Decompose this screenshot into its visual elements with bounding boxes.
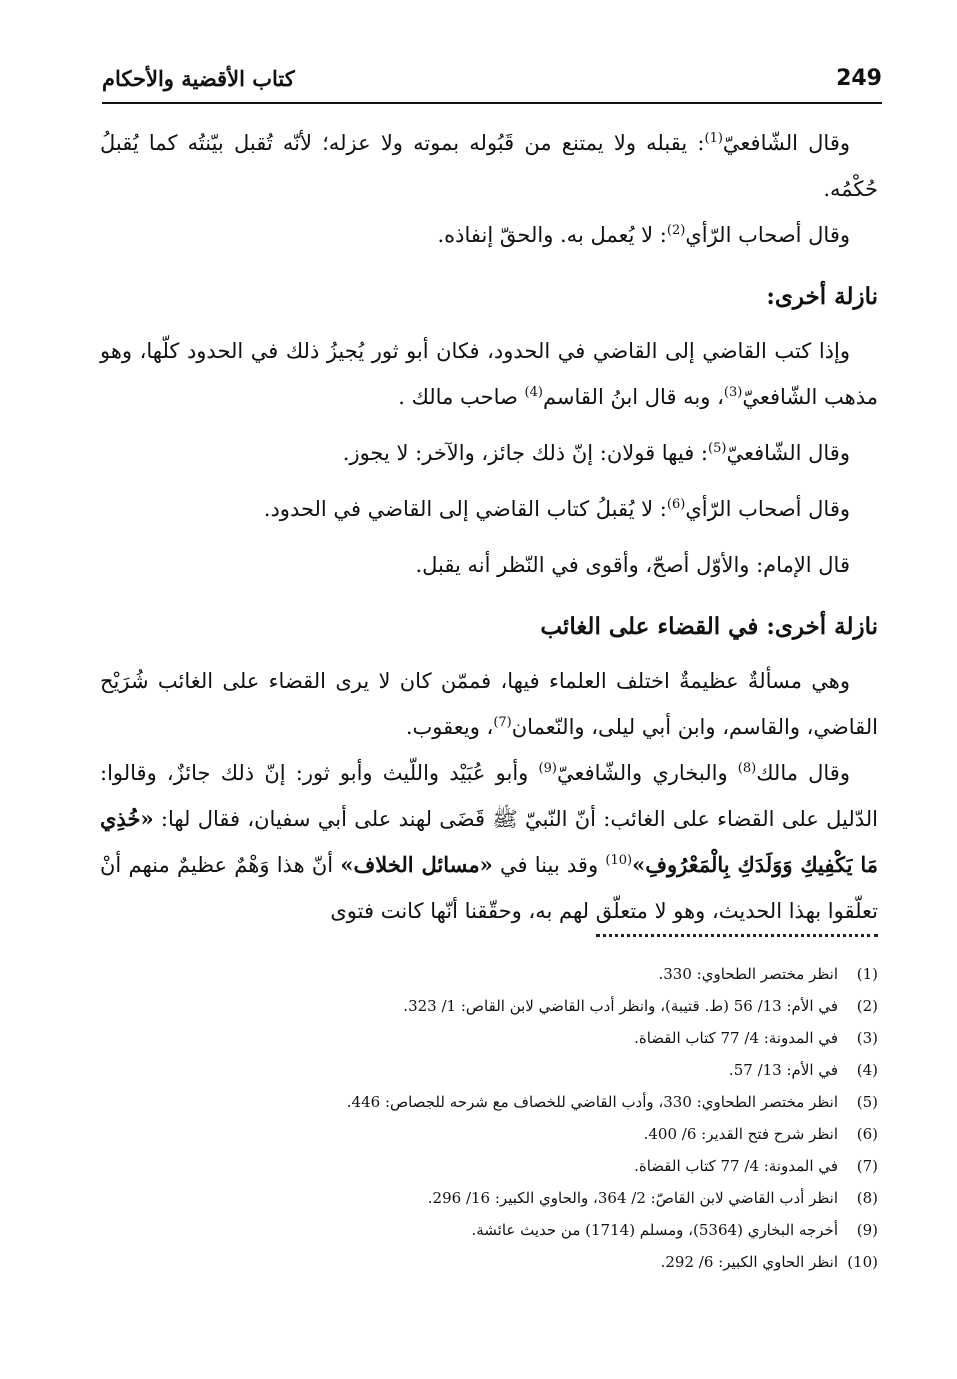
paragraph: وقال مالك$^{(8)}$ والبخاري والشّافعيّ$^{(9)}$ وأبو عُبَيْد واللّيث وأبو ثور: إنّ ذلك جائزٌ، وقالوا: الدّليل على القضاء على الغائب: أنّ النّبيّ ﷺ قَضَى لهند على أبي سفيان، فقال لها: «خُذِي مَا يَكْفِيكِ وَوَلَدَكِ بِالْمَعْرُوفِ»$^{(10)}$ وقد بينا في «مسائل الخلاف» أنّ هذا وَهْمٌ عظيمٌ منهم أنْ تعلّقوا بهذا الحديث، وهو لا متعلّق لهم به، وحقّقنا أنّها كانت فتوى <box>100 761 878 923</box>
footnote-text: انظر الحاوي الكبير: 6/ 292. <box>660 1253 838 1271</box>
section-heading: نازلة أخرى: <box>766 283 878 310</box>
footnote-text: انظر شرح فتح القدير: 6/ 400. <box>643 1125 838 1143</box>
footnote-text: انظر مختصر الطحاوي: 330، وأدب القاضي للخصاف مع شرحه للجصاص: 446. <box>346 1093 838 1111</box>
page-number: 249 <box>836 66 882 91</box>
footnote-separator <box>596 934 878 937</box>
paragraph: وقال أصحاب الرّأي$^{(6)}$: لا يُقبلُ كتاب القاضي إلى القاضي في الحدود. <box>263 497 850 521</box>
footnote-item <box>100 1214 878 1246</box>
book-title: «مسائل الخلاف» <box>340 852 493 877</box>
paragraph: وقال أصحاب الرّأي$^{(2)}$: لا يُعمل به. والحقّ إنفاذه. <box>437 223 850 247</box>
footnote-text: أخرجه البخاري (5364)، ومسلم (1714) من حديث عائشة. <box>471 1221 838 1239</box>
footnote-number: (3) <box>856 1029 878 1047</box>
footnote-ref[interactable]: (2) <box>666 223 686 238</box>
footnote-number: (7) <box>856 1157 878 1175</box>
footnote-ref[interactable]: (6) <box>666 497 686 512</box>
footnote-number: (5) <box>856 1093 878 1111</box>
footnote-item <box>100 1086 878 1118</box>
footnote-item <box>100 1150 878 1182</box>
footnote-number: (1) <box>856 965 878 983</box>
footnote-item <box>100 1022 878 1054</box>
footnote-ref[interactable]: (7) <box>493 715 512 730</box>
footnote-text: في المدونة: 4/ 77 كتاب القضاة. <box>634 1157 838 1175</box>
footnote-number: (4) <box>856 1061 878 1079</box>
footnote-text: انظر أدب القاضي لابن القاصّ: 2/ 364، والحاوي الكبير: 16/ 296. <box>427 1189 838 1207</box>
footnotes <box>100 958 878 1278</box>
footnote-item <box>100 990 878 1022</box>
footnote-text: في المدونة: 4/ 77 كتاب القضاة. <box>634 1029 838 1047</box>
footnote-number: (2) <box>856 997 878 1015</box>
paragraph: وهي مسألةٌ عظيمةٌ اختلف العلماء فيها، فممّن كان لا يرى القضاء على الغائب شُرَيْح القاضي، والقاسم، وابن أبي ليلى، والنّعمان$^{(7)}$، ويعقوب. <box>100 669 878 739</box>
page-header <box>102 64 882 104</box>
footnote-item <box>100 1118 878 1150</box>
footnote-text: في الأم: 13/ 56 (ط. قتيبة)، وانظر أدب القاضي لابن القاص: 1/ 323. <box>403 997 838 1015</box>
footnote-ref[interactable]: (1) <box>704 131 723 146</box>
section-heading: نازلة أخرى: في القضاء على الغائب <box>540 613 878 640</box>
paragraph: وإذا كتب القاضي إلى القاضي في الحدود، فكان أبو ثور يُجيزُ ذلك في الحدود كلّها، وهو مذهب الشّافعيّ$^{(3)}$، وبه قال ابنُ القاسم$^{(4)}$ صاحب مالك . <box>100 339 878 409</box>
footnote-item <box>100 958 878 990</box>
paragraph: وقال الشّافعيّ$^{(5)}$: فيها قولان: إنّ ذلك جائز، والآخر: لا يجوز. <box>342 441 850 465</box>
footnote-number: (6) <box>856 1125 878 1143</box>
footnote-ref[interactable]: (5) <box>708 441 727 456</box>
footnote-ref[interactable]: (4) <box>524 385 543 400</box>
footnote-ref[interactable]: (10) <box>605 853 633 868</box>
hadith-quote: «خُذِي مَا يَكْفِيكِ وَوَلَدَكِ بِالْمَعْرُوفِ» <box>100 806 878 877</box>
footnote-item <box>100 1054 878 1086</box>
paragraph: قال الإمام: والأوّل أصحّ، وأقوى في النّظر أنه يقبل. <box>415 553 850 577</box>
paragraph: وقال الشّافعيّ$^{(1)}$: يقبله ولا يمتنع من قَبُوله بموته ولا عزله؛ لأنّه تُقبل بيّنتُه كما يُقبلُ حُكْمُه. <box>100 131 878 201</box>
footnote-number: (10) <box>847 1253 878 1271</box>
running-title: كتاب الأقضية والأحكام <box>102 66 295 91</box>
footnote-ref[interactable]: (8) <box>737 761 757 776</box>
main-text <box>100 120 878 934</box>
footnote-item <box>100 1246 878 1278</box>
footnote-ref[interactable]: (3) <box>723 385 743 400</box>
footnote-text: في الأم: 13/ 57. <box>728 1061 838 1079</box>
footnote-number: (8) <box>856 1189 878 1207</box>
footnote-text: انظر مختصر الطحاوي: 330. <box>658 965 838 983</box>
footnote-ref[interactable]: (9) <box>538 761 557 776</box>
footnote-number: (9) <box>856 1221 878 1239</box>
footnote-item <box>100 1182 878 1214</box>
